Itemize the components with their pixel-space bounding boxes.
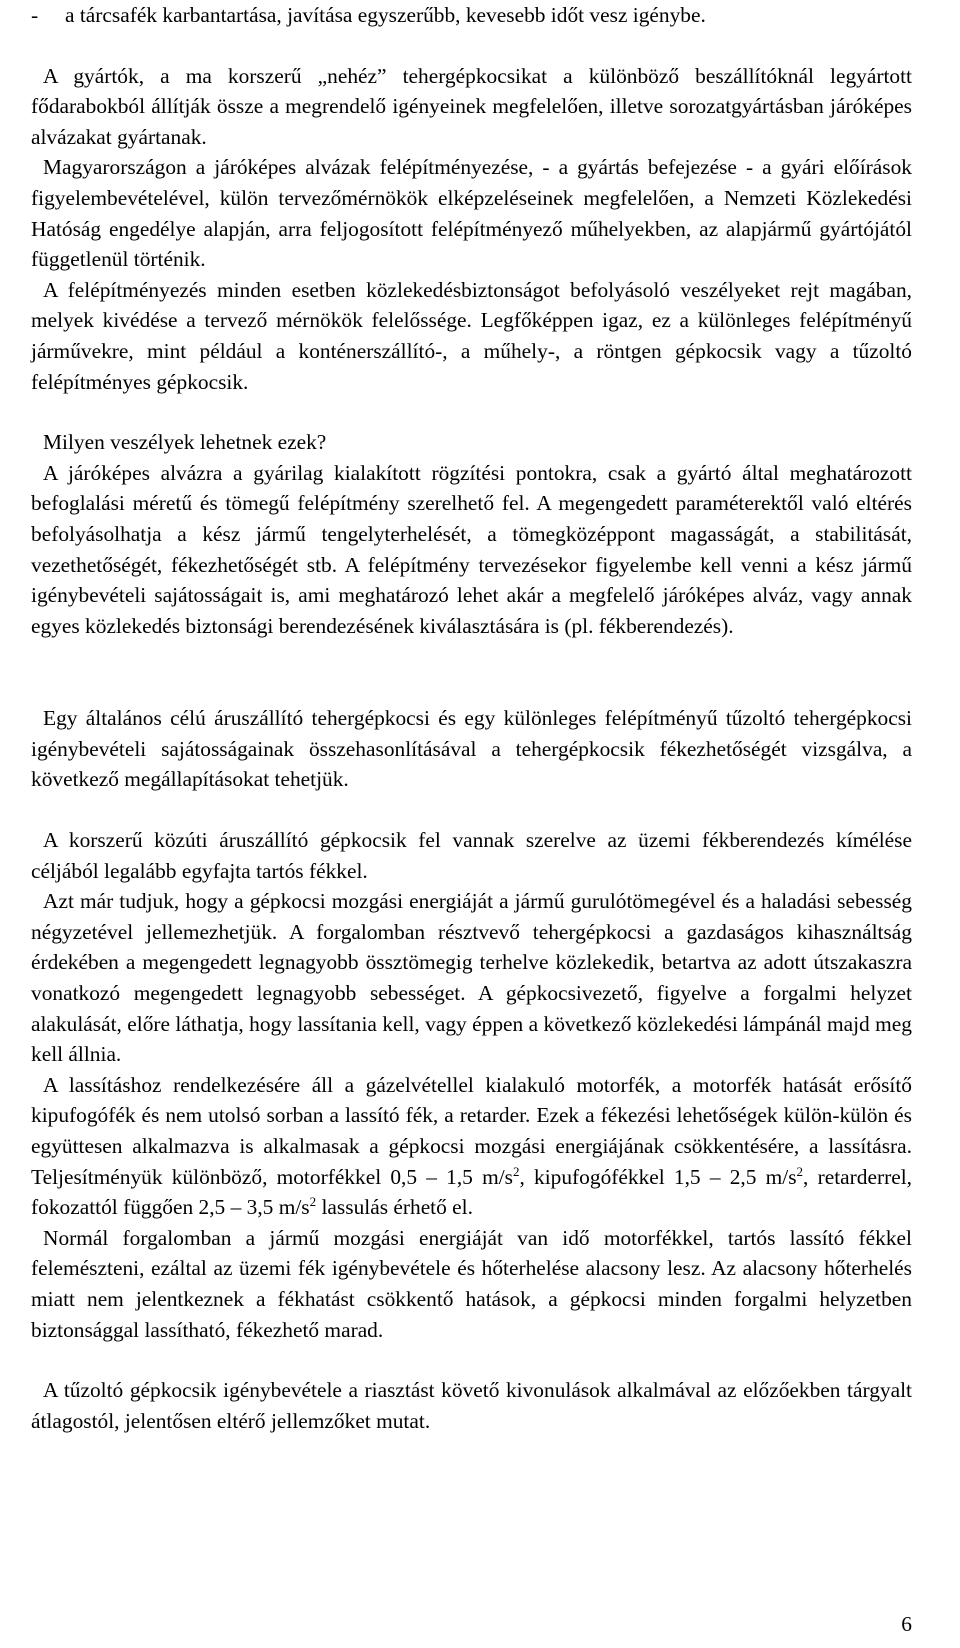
deceleration-text-2: , kipufogófékkel 1,5 – 2,5 m/s (519, 1164, 797, 1189)
bullet-dash: - (31, 3, 39, 27)
paragraph-deceleration (31, 1070, 912, 1223)
deceleration-text-1: A lassításhoz rendelkezésére áll a gázelvétellel kialakuló motorfék, a motorfék hatását erősítő kipufogófék és nem utolsó sorban a lassító fék, a retarder. Ezek a fékezési lehetőségek külön-külön és együttesen alkalmazva is alkalmasak a gépkocsi mozgási energiájának csökkentésére, a lassításra. Teljesítményük különböző, motorfékkel 0,5 – 1,5 m/s (31, 1072, 912, 1189)
bullet-text: a tárcsafék karbantartása, javítása egyszerűbb, kevesebb időt vesz igénybe. (65, 3, 706, 27)
superscript-2-c: 2 (309, 1194, 317, 1210)
paragraph-bodywork-risks: A felépítményezés minden esetben közlekedésbiztonságot befolyásoló veszélyeket rejt magában, melyek kivédése a tervező mérnökök felelőssége. Legfőképpen igaz, ez a különleges felépítményű járművekre, mint például a konténerszállító-, a műhely-, a röntgen gépkocsik vagy a tűzoltó felépítményes gépkocsik. (31, 277, 912, 394)
paragraph-comparison: Egy általános célú áruszállító tehergépkocsi és egy különleges felépítményű tűzoltó tehergépkocsi igénybevételi sajátosságainak összehasonlításával a tehergépkocsik fékezhetőségét vizsgálva, a következő megállapításokat tehetjük. (31, 706, 912, 792)
page-number: 6 (901, 1612, 912, 1636)
superscript-2-b: 2 (796, 1163, 804, 1179)
deceleration-text-3: , retarderrel, fokozattól függően 2,5 – 3,5 m/s (31, 1164, 912, 1220)
paragraph-kinetic-energy: Azt már tudjuk, hogy a gépkocsi mozgási energiáját a jármű gurulótömegével és a haladási sebesség négyzetével jellemezhetjük. A forgalomban résztvevő tehergépkocsi a gazdaságos kihasználtság érdekében a megengedett legnagyobb össztömegig terhelve közlekedik, betartva az adott útszakaszra vonatkozó megengedett legnagyobb sebességet. A gépkocsivezető, figyelve a forgalmi helyzet alakulását, előre láthatja, hogy lassítania kell, vagy éppen a következő közlekedési lámpánál majd meg kell állnia. (31, 889, 912, 1067)
deceleration-text-4: lassulás érhető el. (316, 1195, 473, 1220)
bullet-item (31, 0, 912, 31)
paragraph-manufacturers: A gyártók, a ma korszerű „nehéz” tehergépkocsikat a különböző beszállítóknál legyártott fődarabokból állítják össze a megrendelő igényeinek megfelelően, illetve sorozatgyártásban járóképes alvázakat gyártanak. (31, 63, 912, 149)
paragraph-normal-traffic: Normál forgalomban a jármű mozgási energiáját van idő motorfékkel, tartós lassító fékkel felemészteni, ezáltal az üzemi fék igénybevétele és hőterhelése alacsony lesz. Az alacsony hőterhelés miatt nem jelentkeznek a fékhatást csökkentő hatások, a gépkocsi minden forgalmi helyzetben biztonsággal lassítható, fékezhető marad. (31, 1225, 912, 1342)
paragraph-chassis-mounting: A járóképes alvázra a gyárilag kialakított rögzítési pontokra, csak a gyártó által meghatározott befoglalási méretű és tömegű felépítmény szerelhető fel. A megengedett paraméterektől való eltérés befolyásolhatja a kész jármű tengelyterhelését, a tömegközéppont magasságát, a stabilitását, vezethetőségét, fékezhetőségét stb. A felépítmény tervezésekor figyelembe kell venni a kész jármű igénybevételi sajátosságait is, ami meghatározó lehet akár a megfelelő járóképes alváz, vagy annak egyes közlekedés biztonsági berendezésének kiválasztására is (pl. fékberendezés). (31, 460, 912, 638)
paragraph-retarder-intro: A korszerű közúti áruszállító gépkocsik fel vannak szerelve az üzemi fékberendezés kímélése céljából legalább egyfajta tartós fékkel. (31, 828, 912, 883)
paragraph-hungary-bodywork: Magyarországon a járóképes alvázak felépítményezése, - a gyártás befejezése - a gyári előírások figyelembevételével, külön tervezőmérnökök elképzeléseinek megfelelően, a Nemzeti Közlekedési Hatóság engedélye alapján, arra feljogosított felépítményező műhelyekben, az alapjármű gyártójától függetlenül történik. (31, 155, 912, 272)
document-page (31, 0, 912, 1436)
paragraph-fire-truck: A tűzoltó gépkocsik igénybevétele a riasztást követő kivonulások alkalmával az előzőekben tárgyalt átlagostól, jelentősen eltérő jellemzőket mutat. (31, 1378, 912, 1433)
paragraph-question: Milyen veszélyek lehetnek ezek? (43, 430, 327, 455)
superscript-2-a: 2 (512, 1163, 520, 1179)
